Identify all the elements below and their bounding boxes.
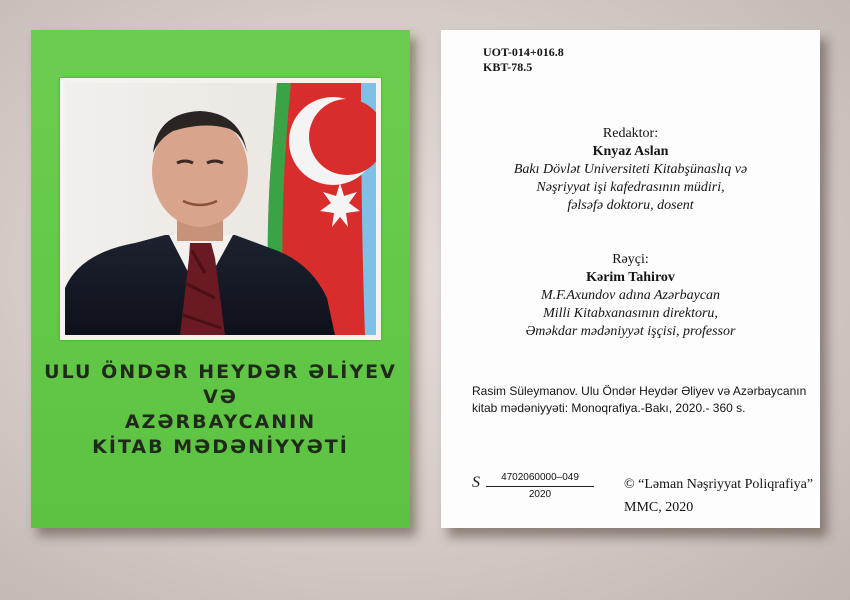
classification-codes bbox=[483, 45, 564, 75]
editor-name: Knyaz Aslan bbox=[592, 144, 669, 159]
bibliographic-citation bbox=[472, 383, 812, 417]
book-cover bbox=[31, 30, 410, 528]
reviewer-role: Rəyçi: bbox=[612, 252, 649, 267]
citation-line: Rasim Süleymanov. Ulu Öndər Heydər Əliyev və Azərbaycanın bbox=[472, 384, 807, 398]
index-letter: S bbox=[472, 474, 480, 491]
editor-affiliation: Nəşriyyat işi kafedrasının müdiri, bbox=[536, 180, 725, 195]
editor-affiliation: Bakı Dövlət Universiteti Kitabşünaslıq və bbox=[513, 162, 748, 177]
index-numerator: 4702060000–049 bbox=[486, 472, 594, 487]
reviewer-affiliation: Əməkdar mədəniyyət işçisi, professor bbox=[525, 324, 736, 339]
editor-block bbox=[441, 125, 820, 215]
cover-title-line: ULU ÖNDƏR HEYDƏR ƏLİYEV bbox=[44, 361, 397, 383]
citation-line: kitab mədəniyyəti: Monoqrafiya.-Bakı, 2020.- 360 s. bbox=[472, 401, 746, 415]
reviewer-name: Kərim Tahirov bbox=[586, 270, 675, 285]
editor-affiliation: fəlsəfə doktoru, dosent bbox=[567, 198, 694, 213]
reviewer-affiliation: M.F.Axundov adına Azərbaycan bbox=[540, 288, 721, 303]
cover-photo bbox=[60, 78, 381, 340]
cover-title-line: KİTAB MƏDƏNİYYƏTİ bbox=[92, 436, 349, 458]
index-fraction bbox=[472, 472, 592, 506]
editor-role: Redaktor: bbox=[602, 126, 659, 141]
reviewer-block bbox=[441, 251, 820, 341]
cover-title-line: AZƏRBAYCANIN bbox=[124, 411, 317, 433]
cover-title-line: VƏ bbox=[203, 386, 238, 408]
publisher-line: MMC, 2020 bbox=[624, 500, 694, 515]
cover-title bbox=[31, 360, 410, 460]
lbc-code: KBT-78.5 bbox=[483, 60, 533, 74]
title-page bbox=[441, 30, 820, 528]
publisher-line: © “Ləman Nəşriyyat Poliqrafiya” bbox=[624, 477, 814, 492]
index-denominator: 2020 bbox=[528, 489, 552, 500]
reviewer-affiliation: Milli Kitabxanasının direktoru, bbox=[543, 306, 718, 321]
udc-code: UOT-014+016.8 bbox=[483, 45, 564, 59]
publisher-info bbox=[624, 473, 814, 519]
